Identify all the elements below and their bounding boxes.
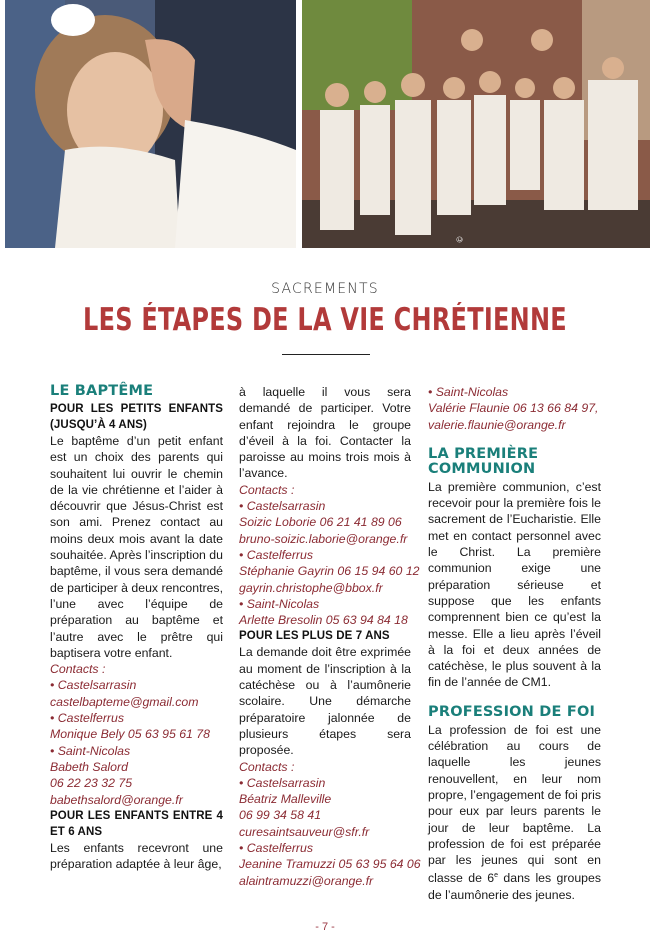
bapteme-paragraph-3: La demande doit être exprimée au moment de l’inscription à la catéchèse ou à l’aumônerie scolaire. Une démarche préparatoire jalonnée de plusieurs étapes sera proposée. [239, 645, 411, 758]
group-photo-illustration [302, 0, 650, 248]
heading-bapteme: LE BAPTÊME [50, 383, 154, 399]
contact-email[interactable]: babethsalord@orange.fr [50, 792, 183, 807]
contacts-block-2 [239, 482, 420, 629]
subheading-petits-enfants: POUR LES PETITS ENFANTS (JUSQU’À 4 ANS) [50, 403, 223, 431]
baptism-photo-illustration [5, 0, 296, 248]
contact-parish: • Castelferrus [50, 711, 125, 726]
contact-person: Babeth Salord [50, 759, 128, 774]
contact-parish: • Castelsarrasin [50, 678, 137, 693]
contact-email[interactable]: castelbapteme@gmail.com [50, 694, 199, 709]
column-2 [239, 384, 421, 889]
contact-phone: 06 99 34 58 41 [239, 808, 322, 823]
section-kicker: SACREMENTS [271, 281, 379, 297]
ordinal-suffix: e [494, 872, 499, 880]
bapteme-paragraph-2: Les enfants recevront une préparation adaptée à leur âge, [50, 840, 223, 872]
contacts-block-1 [50, 661, 223, 808]
profession-text-2: dans les groupes de l’aumônerie des jeunes. [428, 871, 601, 902]
contact-person: Béatriz Malleville [239, 792, 332, 807]
contacts-label: Contacts : [50, 662, 106, 677]
heading-line-1: LA PREMIÈRE [428, 445, 539, 462]
contact-email[interactable]: gayrin.christophe@bbox.fr [239, 580, 383, 595]
column-1 [50, 384, 223, 872]
profession-text-1: La profession de foi est une célébration au cours de laquelle les jeunes renouvellent, en leur nom propre, l’engagement de foi pris pour eux par leurs parents le jour de leur baptême. La profession de foi est préparée par les jeunes qui sont en classe de 6 [428, 722, 601, 886]
spacer [428, 691, 601, 705]
contact-email[interactable]: valerie.flaunie@orange.fr [428, 417, 566, 432]
contact-parish: • Castelsarrasin [239, 775, 326, 790]
subheading-enfants-4-6: POUR LES ENFANTS ENTRE 4 ET 6 ANS [50, 809, 223, 838]
contact-person: Jeanine Tramuzzi 05 63 95 64 06 [239, 857, 421, 872]
page-number: - 7 - [315, 921, 335, 933]
contact-phone: 06 22 23 32 75 [50, 776, 133, 791]
contact-parish: • Castelsarrasin [239, 499, 326, 514]
contact-parish: • Castelferrus [239, 841, 314, 856]
column-3 [428, 384, 601, 903]
title-divider [282, 354, 370, 355]
heading-premiere-communion [428, 447, 601, 477]
communion-paragraph: La première communion, c’est recevoir pour la première fois le sacrement de l’Eucharistie. Elle met en contact personnel avec le Christ. La première communion exige une préparation sérieuse et suppose que les enfants comprennent bien ce qu’est la messe. Elle a lieu après l’éveil à la foi et deux années de catéchèse, le plus souvent à la fin de l’année de CM1. [428, 479, 601, 690]
contact-email[interactable]: alaintramuzzi@orange.fr [239, 873, 374, 888]
contact-email[interactable]: bruno-soizic.laborie@orange.fr [239, 531, 408, 546]
contact-parish: • Saint-Nicolas [50, 743, 131, 758]
contact-parish: • Castelferrus [239, 547, 314, 562]
contact-parish: • Saint-Nicolas [428, 385, 509, 399]
bapteme-paragraph-2-continued: à laquelle il vous sera demandé de participer. Votre enfant rejoindra le groupe d’éveil à la foi. Contacter la paroisse au moins trois mois à l’avance. [239, 385, 411, 481]
contact-person: Stéphanie Gayrin 06 15 94 60 12 [239, 564, 420, 579]
contact-person: Arlette Bresolin 05 63 94 84 18 [239, 613, 408, 628]
spacer [428, 433, 601, 447]
contacts-block-3 [239, 759, 421, 889]
bapteme-paragraph-1: Le baptême d’un petit enfant est un choix des parents qui souhaitent lui ouvrir le chemin de la vie chrétienne et l’aider à découvrir que Jésus-Christ est son ami. Prenez contact au moins deux mois avant la date souhaitée. Après l’inscription du baptême, il vous sera demandé de participer à deux rencontres, l’une avec l’équipe de préparation au baptême et l’autre avec le prêtre qui baptisera votre enfant. [50, 434, 223, 660]
heading-profession-de-foi: PROFESSION DE FOI [428, 703, 596, 720]
contact-person: Valérie Flaunie 06 13 66 84 97, [428, 401, 599, 416]
contacts-block-3-continued [428, 384, 601, 433]
subheading-plus-de-7-ans: POUR LES PLUS DE 7 ANS [239, 630, 390, 643]
photo-credit: © [455, 235, 465, 244]
profession-paragraph [428, 722, 601, 903]
contact-person: Monique Bely 05 63 95 61 78 [50, 727, 210, 742]
page-title: LES ÉTAPES DE LA VIE CHRÉTIENNE [83, 302, 567, 338]
contacts-label: Contacts : [239, 759, 295, 774]
first-communion-group-photo [302, 0, 650, 248]
contacts-label: Contacts : [239, 482, 295, 497]
contact-person: Soizic Loborie 06 21 41 89 06 [239, 515, 402, 530]
heading-line-2: COMMUNION [428, 460, 536, 477]
contact-parish: • Saint-Nicolas [239, 596, 320, 611]
contact-email[interactable]: curesaintsauveur@sfr.fr [239, 824, 370, 839]
baptism-photo [5, 0, 296, 248]
